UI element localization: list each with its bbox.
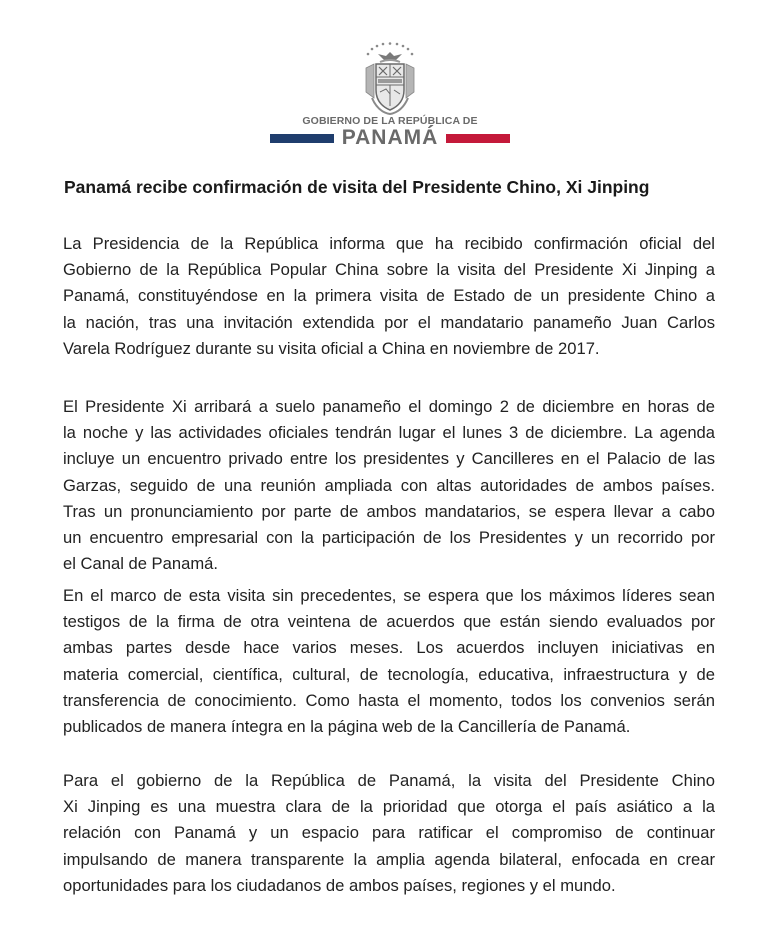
text-line: Panamá, constituyéndose en la primera visita de Estado de un presidente Chino a [63,286,715,306]
text-line: El Presidente Xi arribará a suelo panameño el domingo 2 de diciembre en horas de [63,397,715,416]
paragraph-1 [63,231,715,362]
text-line: testigos de la firma de otra veintena de acuerdos que están siendo evaluados por [63,612,715,632]
text-line: Xi Jinping es una muestra clara de la prioridad que otorga el país asiático a la [63,797,715,817]
text-line: oportunidades para los ciudadanos de ambos países, regiones y el mundo. [63,875,616,895]
text-line: el Canal de Panamá. [63,554,218,574]
text-line: la nación, tras una invitación extendida por el mandatario panameño Juan Carlos [63,312,715,332]
government-label: GOBIERNO DE LA REPÚBLICA DE [302,115,478,127]
coat-of-arms-icon [358,40,422,116]
text-line: impulsando de manera transparente la amplia agenda bilateral, enfocada en crear [63,849,715,869]
text-line: Varela Rodríguez durante su visita oficial a China en noviembre de 2017. [63,338,600,358]
text-line: ambas partes desde hace varios meses. Los acuerdos incluyen iniciativas en [63,638,715,658]
paragraph-4 [63,768,715,899]
text-line: transferencia de conocimiento. Como hasta el momento, todos los convenios serán [63,690,715,710]
text-line: incluye un encuentro privado entre los presidentes y Cancilleres en el Palacio de las [63,449,715,469]
text-line: relación con Panamá y un espacio para ratificar el compromiso de continuar [63,823,715,843]
text-line: La Presidencia de la República informa que ha recibido confirmación oficial del [63,234,715,253]
country-wordmark [0,127,780,149]
text-line: En el marco de esta visita sin precedentes, se espera que los máximos líderes sean [63,586,715,605]
text-line: la noche y las actividades oficiales tendrán lugar el lunes 3 de diciembre. La agenda [63,423,715,443]
country-name: PANAMÁ [341,126,439,149]
paragraph-3 [63,583,715,740]
text-line: un encuentro empresarial con la participación de los Presidentes y un recorrido por [63,528,715,548]
paragraph-2 [63,394,715,577]
red-flag-bar [446,134,510,143]
text-line: publicados de manera íntegra en la página web de la Cancillería de Panamá. [63,717,631,737]
blue-flag-bar [270,134,334,143]
press-release-title: Panamá recibe confirmación de visita del Presidente Chino, Xi Jinping [64,177,650,197]
text-line: Para el gobierno de la República de Panamá, la visita del Presidente Chino [63,771,715,790]
text-line: Garzas, seguido de una reunión ampliada con altas autoridades de ambos países. [63,475,715,495]
text-line: materia comercial, científica, cultural, de tecnología, educativa, infraestructura y de [63,664,715,684]
text-line: Gobierno de la República Popular China sobre la visita del Presidente Xi Jinping a [63,260,715,280]
government-header [0,36,780,148]
text-line: Tras un pronunciamiento por parte de ambos mandatarios, se espera llevar a cabo [63,501,715,521]
